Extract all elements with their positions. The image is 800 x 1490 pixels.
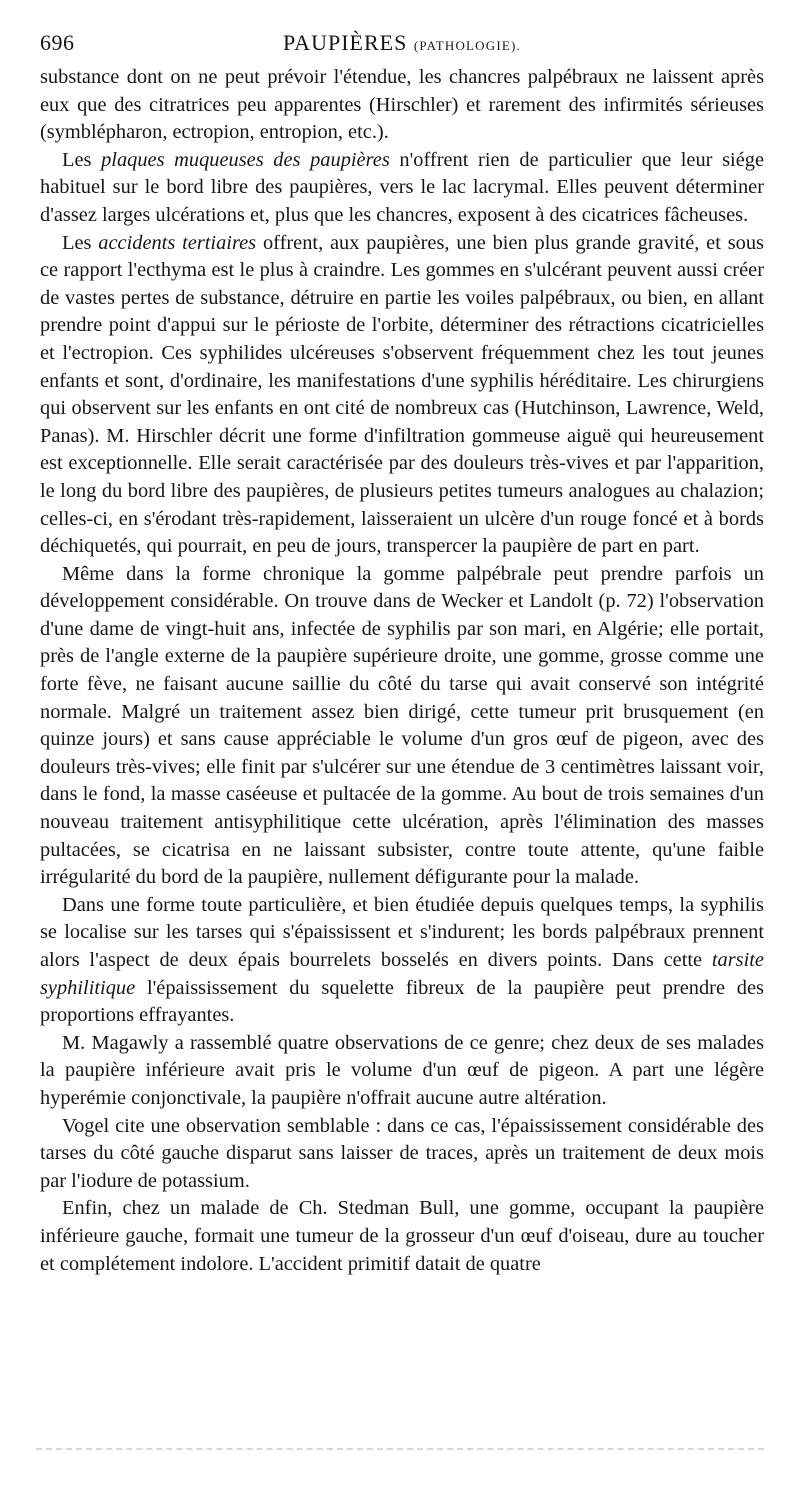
text-run: l'épaississement du squelette fibreux de la paupière peut prendre des proportions effrayantes.	[40, 976, 764, 1027]
italic-phrase: tarsite syphilitique	[40, 949, 764, 999]
text-run: M. Magawly a rassemblé quatre observations de ce genre; chez deux de ses malades la paupière inférieure avait pris le volume d'un œuf de pigeon. A part une légère hyperémie conjonctivale, la paupière n'offrait aucune autre altération.	[40, 1031, 764, 1109]
paragraph	[40, 230, 764, 561]
italic-phrase: accidents tertiaires	[98, 231, 257, 254]
text-run: Vogel cite une observation semblable : dans ce cas, l'épaississement considérable des tarses du côté gauche disparut sans laisser de traces, après un traitement de deux mois par l'iodure de potassium.	[40, 1114, 764, 1192]
italic-phrase: plaques muqueuses des paupières	[101, 148, 390, 171]
paragraph	[40, 1113, 764, 1196]
text-run: substance dont on ne peut prévoir l'étendue, les chancres palpébraux ne laissent après eux que des citratrices peu apparentes (Hirschler) et rarement des infirmités sérieuses (symblépharon, ectropion, entropion, etc.).	[40, 66, 764, 144]
page-number: 696	[40, 30, 75, 55]
paragraph	[40, 64, 764, 147]
page-bottom-rule	[36, 1448, 764, 1450]
paragraph	[40, 1195, 764, 1278]
text-run: Enfin, chez un malade de Ch. Stedman Bull, une gomme, occupant la paupière inférieure gauche, formait une tumeur de la grosseur d'un œuf d'oiseau, dure au toucher et complétement indolore. L'accident primitif datait de quatre	[40, 1197, 764, 1275]
paragraph	[40, 892, 764, 1030]
text-run: offrent, aux paupières, une bien plus grande gravité, et sous ce rapport l'ecthyma est le plus à craindre. Les gommes en s'ulcérant peuvent aussi créer de vastes pertes de substance, détruire en partie les voiles palpébraux, ou bien, en allant prendre point d'appui sur le périoste de l'orbite, déterminer des rétractions cicatricielles et l'ectropion. Ces syphilides ulcéreuses s'observent fréquemment chez les tout jeunes enfants et sont, d'ordinaire, les manifestations d'une syphilis héréditaire. Les chirurgiens qui observent sur les enfants en ont cité de nombreux cas (Hutchinson, Lawrence, Weld, Panas). M. Hirschler décrit une forme d'infiltration gommeuse aiguë qui heureusement est exceptionnelle. Elle serait caractérisée par des douleurs très-vives et par l'apparition, le long du bord libre des paupières, de plusieurs petites tumeurs analogues au chalazion; celles-ci, en s'érodant très-rapidement, laisseraient un ulcère d'un rouge foncé et à bords déchiquetés, qui pourrait, en peu de jours, transpercer la paupière de part en part.	[40, 231, 764, 558]
text-run: Dans une forme toute particulière, et bien étudiée depuis quelques temps, la syphilis se localise sur les tarses qui s'épaississent et s'indurent; les bords palpébraux prennent alors l'aspect de deux épais bourrelets bosselés en divers points. Dans cette	[40, 893, 764, 971]
running-head-title: PAUPIÈRES	[282, 30, 408, 55]
body-text	[40, 64, 764, 1278]
text-run: Les	[62, 231, 99, 254]
text-run: Même dans la forme chronique la gomme palpébrale peut prendre parfois un développement considérable. On trouve dans de Wecker et Landolt (p. 72) l'observation d'une dame de vingt-huit ans, infectée de syphilis par son mari, en Algérie; elle portait, près de l'angle externe de la paupière supérieure droite, une gomme, grosse comme une forte fève, ne faisant aucune saillie du côté du tarse qui avait conservé son intégrité normale. Malgré un traitement assez bien dirigé, cette tumeur prit brusquement (en quinze jours) et sans cause appréciable le volume d'un gros œuf de pigeon, avec des douleurs très-vives; elle finit par s'ulcérer sur une étendue de 3 centimètres laissant voir, dans le fond, la masse caséeuse et pultacée de la gomme. Au bout de trois semaines d'un nouveau traitement antisyphilitique cette ulcération, après l'élimination des masses pultacées, se cicatrisa en ne laissant subsister, contre toute attente, qu'une faible irrégularité du bord de la paupière, nullement défigurante pour la malade.	[40, 562, 764, 889]
running-head-subtitle: (PATHOLOGIE).	[413, 38, 522, 53]
paragraph	[40, 561, 764, 892]
text-run: n'offrent rien de particulier que leur siége habituel sur le bord libre des paupières, vers le lac lacrymal. Elles peuvent déterminer d'assez larges ulcérations et, plus que les chancres, exposent à des cicatrices fâcheuses.	[40, 148, 765, 226]
paragraph	[40, 1030, 764, 1113]
running-head	[40, 30, 764, 56]
paragraph	[40, 147, 764, 230]
text-run: Les	[62, 148, 102, 171]
page-header	[40, 30, 764, 58]
